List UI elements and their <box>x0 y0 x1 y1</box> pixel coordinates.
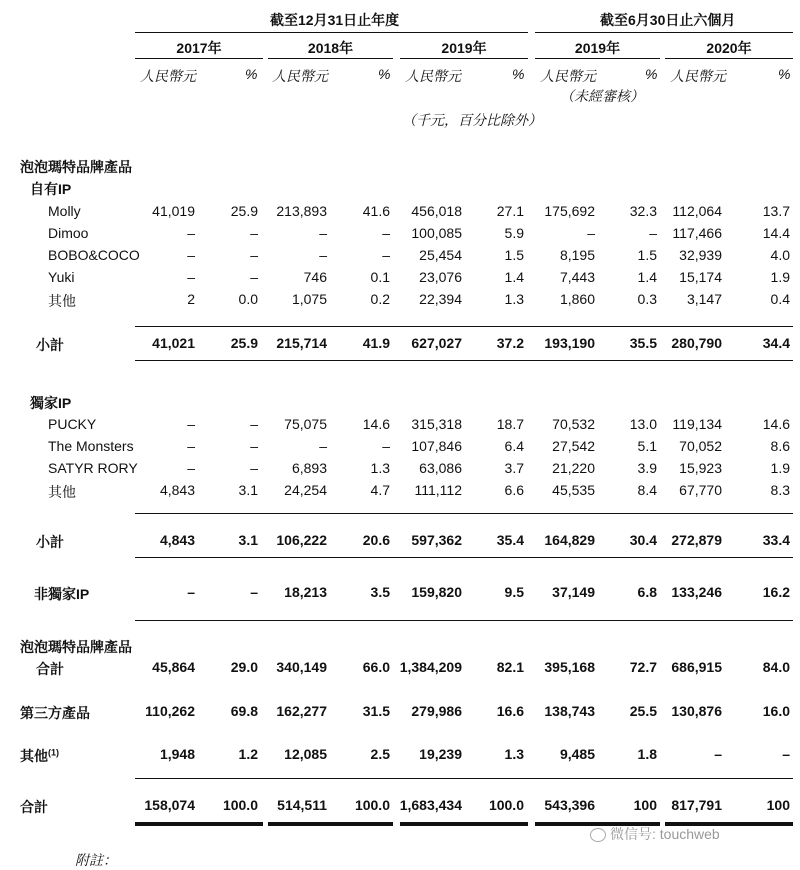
amount-cell: – <box>714 746 722 762</box>
percent-cell: 1.3 <box>504 746 524 762</box>
amount-cell: 213,893 <box>276 203 327 219</box>
percent-cell: 31.5 <box>362 703 390 719</box>
amount-cell: 193,190 <box>544 335 595 351</box>
amount-cell: 543,396 <box>544 797 595 813</box>
percent-cell: 14.6 <box>762 416 790 432</box>
amount-cell: 817,791 <box>671 797 722 813</box>
percent-cell: 0.2 <box>370 291 390 307</box>
table-row <box>0 416 800 438</box>
amount-cell: – <box>187 247 195 263</box>
unit-rmb: 人民幣元 <box>140 68 196 84</box>
percent-cell: 3.7 <box>504 460 524 476</box>
percent-cell: 1.5 <box>637 247 657 263</box>
amount-cell: 159,820 <box>411 584 462 600</box>
percent-cell: 1.3 <box>370 460 390 476</box>
amount-cell: 45,535 <box>552 482 595 498</box>
percent-cell: 16.6 <box>496 703 524 719</box>
table-row <box>0 703 800 725</box>
table-row <box>0 203 800 225</box>
percent-cell: 100.0 <box>354 797 390 813</box>
percent-cell: 8.4 <box>637 482 657 498</box>
percent-cell: – <box>250 460 258 476</box>
percent-cell: 3.9 <box>637 460 657 476</box>
year-underline <box>400 58 528 59</box>
amount-cell: 272,879 <box>671 532 722 548</box>
subtotal-rule <box>135 513 793 514</box>
percent-cell: 4.7 <box>370 482 390 498</box>
amount-cell: 110,262 <box>145 703 195 719</box>
percent-cell: 8.3 <box>770 482 790 498</box>
year-2017: 2017年 <box>176 40 222 56</box>
percent-cell: 33.4 <box>762 532 790 548</box>
amount-cell: 23,076 <box>419 269 462 285</box>
double-rule <box>268 822 393 826</box>
percent-cell: 4.0 <box>770 247 790 263</box>
percent-cell: – <box>782 746 790 762</box>
double-rule <box>135 822 263 826</box>
percent-cell: 1.9 <box>770 460 790 476</box>
amount-cell: 112,064 <box>672 203 722 219</box>
amount-cell: 75,075 <box>284 416 327 432</box>
percent-cell: 8.6 <box>770 438 790 454</box>
amount-cell: – <box>187 438 195 454</box>
percent-cell: 0.0 <box>238 291 258 307</box>
amount-cell: 746 <box>303 269 327 285</box>
amount-cell: 21,220 <box>552 460 595 476</box>
amount-cell: 1,948 <box>159 746 195 762</box>
unit-pct: % <box>512 66 525 82</box>
amount-cell: – <box>187 416 195 432</box>
percent-cell: – <box>382 247 390 263</box>
amount-cell: 395,168 <box>544 659 595 675</box>
amount-cell: – <box>187 225 195 241</box>
percent-cell: 25.9 <box>230 203 258 219</box>
percent-cell: – <box>250 416 258 432</box>
row-label: Molly <box>48 203 81 219</box>
table-row <box>0 797 800 819</box>
year-underline <box>665 58 793 59</box>
percent-cell: 9.5 <box>504 584 524 600</box>
amount-cell: 111,112 <box>414 482 462 498</box>
amount-cell: 686,915 <box>671 659 722 675</box>
subtotal-rule <box>135 360 793 361</box>
amount-cell: 133,246 <box>671 584 722 600</box>
amount-cell: 9,485 <box>559 746 595 762</box>
percent-cell: 25.9 <box>230 335 258 351</box>
amount-cell: 117,466 <box>672 225 722 241</box>
row-label: Dimoo <box>48 225 89 241</box>
row-label: 小計 <box>36 534 64 550</box>
amount-cell: 279,986 <box>411 703 462 719</box>
percent-cell: 1.8 <box>637 746 657 762</box>
amount-cell: 41,021 <box>152 335 195 351</box>
percent-cell: 41.9 <box>362 335 390 351</box>
amount-cell: 37,149 <box>552 584 595 600</box>
percent-cell: 14.6 <box>362 416 390 432</box>
unit-pct: % <box>245 66 258 82</box>
percent-cell: 13.7 <box>762 203 790 219</box>
amount-cell: 175,692 <box>544 203 595 219</box>
percent-cell: 41.6 <box>362 203 390 219</box>
amount-cell: 2 <box>187 291 195 307</box>
subtotal-rule <box>135 326 793 327</box>
unit-note: （千元，百分比除外） <box>402 112 542 128</box>
amount-cell: 27,542 <box>552 438 595 454</box>
amount-cell: 32,939 <box>679 247 722 263</box>
table-row <box>0 482 800 504</box>
amount-cell: 456,018 <box>411 203 462 219</box>
amount-cell: 6,893 <box>291 460 327 476</box>
amount-cell: 162,277 <box>276 703 327 719</box>
year-2020-h1: 2020年 <box>706 40 752 56</box>
section-own-ip: 自有IP <box>30 181 72 197</box>
amount-cell: 45,864 <box>152 659 195 675</box>
unit-rmb: 人民幣元 <box>272 68 328 84</box>
amount-cell: – <box>187 460 195 476</box>
unit-pct: % <box>778 66 791 82</box>
percent-cell: 1.2 <box>238 746 258 762</box>
percent-cell: 100 <box>766 797 790 813</box>
amount-cell: 1,384,209 <box>399 659 462 675</box>
percent-cell: 1.9 <box>770 269 790 285</box>
percent-cell: 37.2 <box>496 335 524 351</box>
percent-cell: 66.0 <box>362 659 390 675</box>
footnote: 附註： <box>75 852 117 868</box>
table-row <box>0 584 800 606</box>
row-label: 其他 <box>48 484 76 500</box>
percent-cell: – <box>250 247 258 263</box>
double-rule <box>400 822 528 826</box>
row-label: 合計 <box>36 661 64 677</box>
amount-cell: 138,743 <box>544 703 595 719</box>
percent-cell: 13.0 <box>629 416 657 432</box>
percent-cell: 84.0 <box>762 659 790 675</box>
percent-cell: 14.4 <box>762 225 790 241</box>
table-row <box>0 335 800 357</box>
year-2018: 2018年 <box>307 40 354 56</box>
percent-cell: 3.5 <box>370 584 390 600</box>
percent-cell: 0.3 <box>637 291 657 307</box>
amount-cell: 24,254 <box>284 482 327 498</box>
amount-cell: 1,075 <box>291 291 327 307</box>
percent-cell: 100.0 <box>488 797 524 813</box>
percent-cell: 3.1 <box>238 482 258 498</box>
table-row <box>0 247 800 269</box>
percent-cell: 25.5 <box>629 703 657 719</box>
row-label: The Monsters <box>48 438 134 454</box>
table-row <box>0 438 800 460</box>
amount-cell: 70,532 <box>552 416 595 432</box>
amount-cell: – <box>187 269 195 285</box>
row-label: 小計 <box>36 337 64 353</box>
percent-cell: 69.8 <box>230 703 258 719</box>
amount-cell: 130,876 <box>671 703 722 719</box>
table-row <box>0 225 800 247</box>
amount-cell: – <box>319 247 327 263</box>
amount-cell: – <box>587 225 595 241</box>
unit-pct: % <box>645 66 658 82</box>
table-row <box>0 659 800 681</box>
percent-cell: 18.7 <box>496 416 524 432</box>
unaudited-note: （未經審核） <box>560 88 644 104</box>
year-underline <box>268 58 393 59</box>
year-2019: 2019年 <box>441 40 487 56</box>
year-underline <box>535 58 660 59</box>
unit-rmb: 人民幣元 <box>405 68 461 84</box>
amount-cell: 3,147 <box>686 291 722 307</box>
amount-cell: 19,239 <box>419 746 462 762</box>
percent-cell: – <box>250 584 258 600</box>
percent-cell: 34.4 <box>762 335 790 351</box>
percent-cell: – <box>250 438 258 454</box>
percent-cell: 2.5 <box>370 746 390 762</box>
amount-cell: 1,683,434 <box>399 797 462 813</box>
amount-cell: 4,843 <box>159 482 195 498</box>
amount-cell: 25,454 <box>419 247 462 263</box>
watermark: 微信号: touchweb <box>590 824 720 844</box>
percent-cell: 0.1 <box>370 269 390 285</box>
amount-cell: 340,149 <box>276 659 327 675</box>
row-label: BOBO&COCO <box>48 247 140 263</box>
amount-cell: 22,394 <box>419 291 462 307</box>
table-row <box>0 460 800 482</box>
amount-cell: – <box>319 225 327 241</box>
row-label: 合計 <box>20 799 48 815</box>
unit-rmb: 人民幣元 <box>670 68 726 84</box>
amount-cell: 119,134 <box>672 416 722 432</box>
percent-cell: 3.1 <box>238 532 258 548</box>
year-underline <box>135 58 263 59</box>
table-row <box>0 532 800 554</box>
amount-cell: 100,085 <box>411 225 462 241</box>
percent-cell: 100 <box>633 797 657 813</box>
subtotal-rule <box>135 557 793 558</box>
percent-cell: 0.4 <box>770 291 790 307</box>
row-label: 非獨家IP <box>34 586 90 602</box>
amount-cell: 106,222 <box>276 532 327 548</box>
amount-cell: 280,790 <box>671 335 722 351</box>
percent-cell: 82.1 <box>496 659 524 675</box>
amount-cell: 4,843 <box>159 532 195 548</box>
amount-cell: 15,174 <box>679 269 722 285</box>
percent-cell: – <box>250 225 258 241</box>
percent-cell: 1.5 <box>504 247 524 263</box>
percent-cell: 72.7 <box>629 659 657 675</box>
percent-cell: – <box>382 438 390 454</box>
percent-cell: 1.4 <box>504 269 524 285</box>
year-2019-h1: 2019年 <box>574 40 621 56</box>
amount-cell: 12,085 <box>284 746 327 762</box>
percent-cell: 1.4 <box>637 269 657 285</box>
percent-cell: – <box>382 225 390 241</box>
percent-cell: 6.8 <box>637 584 657 600</box>
percent-cell: 6.4 <box>504 438 524 454</box>
header-year-group: 截至12月31日止年度 <box>270 12 400 28</box>
percent-cell: – <box>250 269 258 285</box>
total-rule <box>135 778 793 779</box>
amount-cell: 164,829 <box>544 532 595 548</box>
amount-cell: 107,846 <box>411 438 462 454</box>
pop-total-label: 泡泡瑪特品牌產品 <box>20 639 132 655</box>
total-rule <box>135 620 793 621</box>
amount-cell: 67,770 <box>679 482 722 498</box>
amount-cell: 514,511 <box>277 797 327 813</box>
percent-cell: 1.3 <box>504 291 524 307</box>
wechat-icon <box>590 828 606 842</box>
row-label: PUCKY <box>48 416 97 432</box>
percent-cell: 30.4 <box>629 532 657 548</box>
percent-cell: 35.5 <box>629 335 657 351</box>
amount-cell: 41,019 <box>152 203 195 219</box>
percent-cell: 32.3 <box>629 203 657 219</box>
table-row <box>0 746 800 768</box>
unit-pct: % <box>378 66 391 82</box>
unit-rmb: 人民幣元 <box>540 68 596 84</box>
footnote-marker: (1) <box>48 747 59 758</box>
amount-cell: 158,074 <box>144 797 195 813</box>
table-row <box>0 291 800 313</box>
amount-cell: 8,195 <box>559 247 595 263</box>
percent-cell: 100.0 <box>222 797 258 813</box>
header-halfyear-group: 截至6月30日止六個月 <box>600 12 736 28</box>
percent-cell: 16.2 <box>762 584 790 600</box>
percent-cell: 27.1 <box>496 203 524 219</box>
percent-cell: – <box>649 225 657 241</box>
row-label: 其他 <box>48 293 76 309</box>
table-row <box>0 269 800 291</box>
amount-cell: 315,318 <box>411 416 462 432</box>
amount-cell: 18,213 <box>284 584 327 600</box>
amount-cell: 15,923 <box>679 460 722 476</box>
section-pop-mart: 泡泡瑪特品牌產品 <box>20 159 132 175</box>
percent-cell: 20.6 <box>362 532 390 548</box>
percent-cell: 5.1 <box>637 438 657 454</box>
header-divider <box>535 32 793 33</box>
amount-cell: 70,052 <box>679 438 722 454</box>
percent-cell: 16.0 <box>762 703 790 719</box>
row-label: SATYR RORY <box>48 460 138 476</box>
percent-cell: 29.0 <box>230 659 258 675</box>
amount-cell: 627,027 <box>411 335 462 351</box>
row-label: 其他$^{(1)}$ <box>20 747 59 764</box>
section-exclusive-ip: 獨家IP <box>30 395 72 411</box>
amount-cell: 63,086 <box>419 460 462 476</box>
row-label: Yuki <box>48 269 75 285</box>
percent-cell: 35.4 <box>496 532 524 548</box>
amount-cell: 597,362 <box>411 532 462 548</box>
amount-cell: – <box>187 584 195 600</box>
amount-cell: 215,714 <box>276 335 327 351</box>
amount-cell: – <box>319 438 327 454</box>
header-divider <box>135 32 528 33</box>
percent-cell: 5.9 <box>504 225 524 241</box>
percent-cell: 6.6 <box>504 482 524 498</box>
row-label: 第三方產品 <box>20 705 90 721</box>
amount-cell: 1,860 <box>559 291 595 307</box>
amount-cell: 7,443 <box>559 269 595 285</box>
